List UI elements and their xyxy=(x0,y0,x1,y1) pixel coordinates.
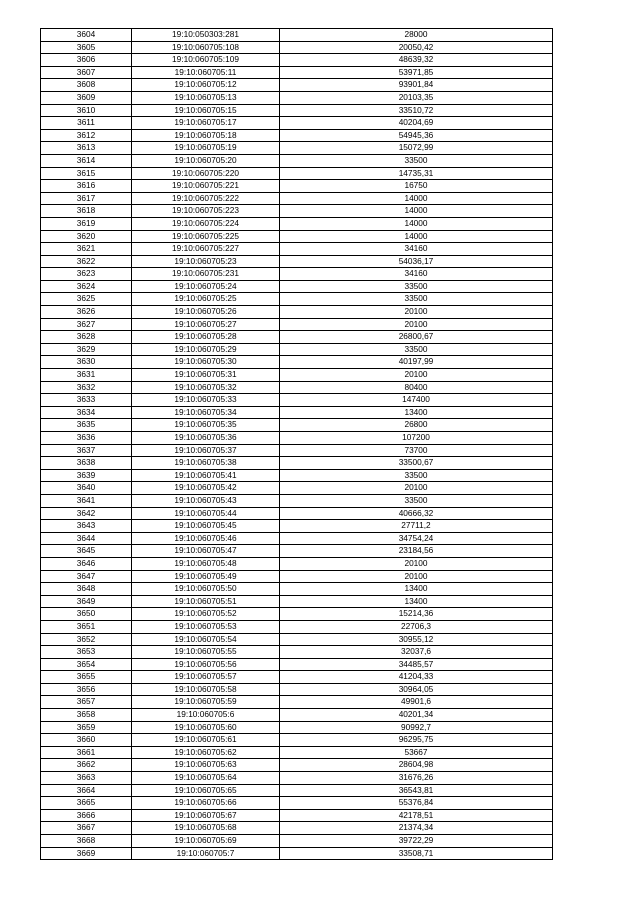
cadastral-number-cell: 19:10:060705:225 xyxy=(132,230,280,243)
row-number-cell: 3626 xyxy=(41,306,132,319)
value-cell: 90992,7 xyxy=(280,721,553,734)
table-row xyxy=(41,671,553,684)
row-number-cell: 3662 xyxy=(41,759,132,772)
row-number-cell: 3634 xyxy=(41,406,132,419)
row-number-cell: 3650 xyxy=(41,608,132,621)
cadastral-number-cell: 19:10:060705:223 xyxy=(132,205,280,218)
row-number-cell: 3638 xyxy=(41,457,132,470)
cadastral-number-cell: 19:10:060705:43 xyxy=(132,494,280,507)
table-row xyxy=(41,608,553,621)
value-cell: 26800 xyxy=(280,419,553,432)
value-cell: 14000 xyxy=(280,230,553,243)
cadastral-number-cell: 19:10:060705:7 xyxy=(132,847,280,860)
table-row xyxy=(41,117,553,130)
value-cell: 20103,35 xyxy=(280,91,553,104)
cadastral-number-cell: 19:10:060705:55 xyxy=(132,646,280,659)
cadastral-number-cell: 19:10:060705:13 xyxy=(132,91,280,104)
row-number-cell: 3605 xyxy=(41,41,132,54)
table-row xyxy=(41,482,553,495)
value-cell: 34485,57 xyxy=(280,658,553,671)
table-row xyxy=(41,180,553,193)
value-cell: 40666,32 xyxy=(280,507,553,520)
row-number-cell: 3647 xyxy=(41,570,132,583)
table-row xyxy=(41,406,553,419)
cadastral-number-cell: 19:10:060705:53 xyxy=(132,620,280,633)
row-number-cell: 3639 xyxy=(41,469,132,482)
cadastral-number-cell: 19:10:060705:65 xyxy=(132,784,280,797)
value-cell: 13400 xyxy=(280,406,553,419)
cadastral-number-cell: 19:10:060705:19 xyxy=(132,142,280,155)
table-row xyxy=(41,633,553,646)
table-row xyxy=(41,847,553,860)
row-number-cell: 3633 xyxy=(41,394,132,407)
row-number-cell: 3653 xyxy=(41,646,132,659)
table-row xyxy=(41,331,553,344)
cadastral-number-cell: 19:10:060705:54 xyxy=(132,633,280,646)
cadastral-number-cell: 19:10:060705:12 xyxy=(132,79,280,92)
row-number-cell: 3627 xyxy=(41,318,132,331)
table-row xyxy=(41,545,553,558)
row-number-cell: 3648 xyxy=(41,583,132,596)
table-row xyxy=(41,620,553,633)
value-cell: 41204,33 xyxy=(280,671,553,684)
table-row xyxy=(41,797,553,810)
table-row xyxy=(41,507,553,520)
row-number-cell: 3620 xyxy=(41,230,132,243)
value-cell: 49901,6 xyxy=(280,696,553,709)
value-cell: 26800,67 xyxy=(280,331,553,344)
row-number-cell: 3622 xyxy=(41,255,132,268)
table-row xyxy=(41,205,553,218)
cadastral-number-cell: 19:10:060705:20 xyxy=(132,154,280,167)
row-number-cell: 3665 xyxy=(41,797,132,810)
cadastral-number-cell: 19:10:060705:23 xyxy=(132,255,280,268)
row-number-cell: 3654 xyxy=(41,658,132,671)
table-row xyxy=(41,268,553,281)
cadastral-number-cell: 19:10:060705:66 xyxy=(132,797,280,810)
row-number-cell: 3606 xyxy=(41,54,132,67)
row-number-cell: 3644 xyxy=(41,532,132,545)
table-row xyxy=(41,192,553,205)
cadastral-number-cell: 19:10:060705:17 xyxy=(132,117,280,130)
value-cell: 30964,05 xyxy=(280,683,553,696)
table-row xyxy=(41,494,553,507)
table-row xyxy=(41,217,553,230)
cadastral-number-cell: 19:10:060705:38 xyxy=(132,457,280,470)
table-row xyxy=(41,356,553,369)
value-cell: 34754,24 xyxy=(280,532,553,545)
cadastral-number-cell: 19:10:060705:24 xyxy=(132,280,280,293)
value-cell: 33500 xyxy=(280,154,553,167)
table-row xyxy=(41,432,553,445)
cadastral-number-cell: 19:10:060705:37 xyxy=(132,444,280,457)
value-cell: 33500 xyxy=(280,494,553,507)
row-number-cell: 3618 xyxy=(41,205,132,218)
cadastral-number-cell: 19:10:060705:29 xyxy=(132,343,280,356)
row-number-cell: 3661 xyxy=(41,746,132,759)
cadastral-number-cell: 19:10:060705:224 xyxy=(132,217,280,230)
value-cell: 14000 xyxy=(280,192,553,205)
table-row xyxy=(41,835,553,848)
cadastral-number-cell: 19:10:060705:33 xyxy=(132,394,280,407)
row-number-cell: 3649 xyxy=(41,595,132,608)
cadastral-number-cell: 19:10:050303:281 xyxy=(132,29,280,42)
value-cell: 33500,67 xyxy=(280,457,553,470)
row-number-cell: 3657 xyxy=(41,696,132,709)
cadastral-number-cell: 19:10:060705:44 xyxy=(132,507,280,520)
row-number-cell: 3643 xyxy=(41,520,132,533)
cadastral-number-cell: 19:10:060705:25 xyxy=(132,293,280,306)
row-number-cell: 3666 xyxy=(41,809,132,822)
table-row xyxy=(41,469,553,482)
value-cell: 14000 xyxy=(280,205,553,218)
cadastral-number-cell: 19:10:060705:58 xyxy=(132,683,280,696)
cadastral-number-cell: 19:10:060705:32 xyxy=(132,381,280,394)
cadastral-number-cell: 19:10:060705:11 xyxy=(132,66,280,79)
table-row xyxy=(41,557,553,570)
value-cell: 20050,42 xyxy=(280,41,553,54)
row-number-cell: 3669 xyxy=(41,847,132,860)
table-row xyxy=(41,91,553,104)
table-row xyxy=(41,772,553,785)
value-cell: 80400 xyxy=(280,381,553,394)
table-row xyxy=(41,721,553,734)
cadastral-number-cell: 19:10:060705:231 xyxy=(132,268,280,281)
cadastral-number-cell: 19:10:060705:227 xyxy=(132,243,280,256)
row-number-cell: 3636 xyxy=(41,432,132,445)
table-body xyxy=(41,29,553,860)
table-row xyxy=(41,570,553,583)
row-number-cell: 3655 xyxy=(41,671,132,684)
table-row xyxy=(41,66,553,79)
value-cell: 54945,36 xyxy=(280,129,553,142)
cadastral-number-cell: 19:10:060705:18 xyxy=(132,129,280,142)
value-cell: 28604,98 xyxy=(280,759,553,772)
value-cell: 22706,3 xyxy=(280,620,553,633)
cadastral-number-cell: 19:10:060705:34 xyxy=(132,406,280,419)
row-number-cell: 3635 xyxy=(41,419,132,432)
table-row xyxy=(41,759,553,772)
table-row xyxy=(41,243,553,256)
cadastral-number-cell: 19:10:060705:35 xyxy=(132,419,280,432)
table-row xyxy=(41,696,553,709)
value-cell: 40201,34 xyxy=(280,709,553,722)
row-number-cell: 3656 xyxy=(41,683,132,696)
table-row xyxy=(41,658,553,671)
cadastral-number-cell: 19:10:060705:30 xyxy=(132,356,280,369)
cadastral-number-cell: 19:10:060705:31 xyxy=(132,369,280,382)
value-cell: 34160 xyxy=(280,243,553,256)
table-row xyxy=(41,41,553,54)
cadastral-number-cell: 19:10:060705:220 xyxy=(132,167,280,180)
cadastral-number-cell: 19:10:060705:42 xyxy=(132,482,280,495)
row-number-cell: 3632 xyxy=(41,381,132,394)
value-cell: 23184,56 xyxy=(280,545,553,558)
table-row xyxy=(41,104,553,117)
cadastral-number-cell: 19:10:060705:27 xyxy=(132,318,280,331)
row-number-cell: 3619 xyxy=(41,217,132,230)
table-row xyxy=(41,54,553,67)
row-number-cell: 3611 xyxy=(41,117,132,130)
cadastral-number-cell: 19:10:060705:51 xyxy=(132,595,280,608)
table-row xyxy=(41,709,553,722)
value-cell: 16750 xyxy=(280,180,553,193)
value-cell: 33510,72 xyxy=(280,104,553,117)
row-number-cell: 3609 xyxy=(41,91,132,104)
value-cell: 48639,32 xyxy=(280,54,553,67)
table-row xyxy=(41,230,553,243)
cadastral-number-cell: 19:10:060705:41 xyxy=(132,469,280,482)
table-row xyxy=(41,746,553,759)
cadastral-number-cell: 19:10:060705:57 xyxy=(132,671,280,684)
value-cell: 96295,75 xyxy=(280,734,553,747)
table-row xyxy=(41,583,553,596)
cadastral-number-cell: 19:10:060705:50 xyxy=(132,583,280,596)
row-number-cell: 3628 xyxy=(41,331,132,344)
value-cell: 55376,84 xyxy=(280,797,553,810)
value-cell: 20100 xyxy=(280,306,553,319)
row-number-cell: 3621 xyxy=(41,243,132,256)
value-cell: 54036,17 xyxy=(280,255,553,268)
row-number-cell: 3663 xyxy=(41,772,132,785)
value-cell: 40197,99 xyxy=(280,356,553,369)
value-cell: 33500 xyxy=(280,469,553,482)
table-row xyxy=(41,129,553,142)
row-number-cell: 3623 xyxy=(41,268,132,281)
cadastral-number-cell: 19:10:060705:15 xyxy=(132,104,280,117)
cadastral-number-cell: 19:10:060705:108 xyxy=(132,41,280,54)
table-row xyxy=(41,79,553,92)
row-number-cell: 3640 xyxy=(41,482,132,495)
table-row xyxy=(41,809,553,822)
cadastral-number-cell: 19:10:060705:109 xyxy=(132,54,280,67)
value-cell: 14000 xyxy=(280,217,553,230)
table-row xyxy=(41,318,553,331)
value-cell: 13400 xyxy=(280,595,553,608)
value-cell: 42178,51 xyxy=(280,809,553,822)
cadastral-number-cell: 19:10:060705:48 xyxy=(132,557,280,570)
value-cell: 21374,34 xyxy=(280,822,553,835)
value-cell: 31676,26 xyxy=(280,772,553,785)
value-cell: 34160 xyxy=(280,268,553,281)
table-row xyxy=(41,646,553,659)
table-row xyxy=(41,520,553,533)
row-number-cell: 3651 xyxy=(41,620,132,633)
value-cell: 147400 xyxy=(280,394,553,407)
row-number-cell: 3625 xyxy=(41,293,132,306)
row-number-cell: 3604 xyxy=(41,29,132,42)
row-number-cell: 3660 xyxy=(41,734,132,747)
row-number-cell: 3616 xyxy=(41,180,132,193)
table-row xyxy=(41,280,553,293)
table-row xyxy=(41,306,553,319)
row-number-cell: 3668 xyxy=(41,835,132,848)
cadastral-number-cell: 19:10:060705:69 xyxy=(132,835,280,848)
table-row xyxy=(41,142,553,155)
row-number-cell: 3612 xyxy=(41,129,132,142)
cadastral-number-cell: 19:10:060705:6 xyxy=(132,709,280,722)
value-cell: 39722,29 xyxy=(280,835,553,848)
value-cell: 93901,84 xyxy=(280,79,553,92)
value-cell: 15072,99 xyxy=(280,142,553,155)
value-cell: 53971,85 xyxy=(280,66,553,79)
cadastral-value-table xyxy=(40,28,553,860)
value-cell: 33500 xyxy=(280,293,553,306)
row-number-cell: 3630 xyxy=(41,356,132,369)
row-number-cell: 3652 xyxy=(41,633,132,646)
row-number-cell: 3608 xyxy=(41,79,132,92)
cadastral-number-cell: 19:10:060705:60 xyxy=(132,721,280,734)
row-number-cell: 3659 xyxy=(41,721,132,734)
value-cell: 33500 xyxy=(280,343,553,356)
value-cell: 33508,71 xyxy=(280,847,553,860)
cadastral-number-cell: 19:10:060705:68 xyxy=(132,822,280,835)
cadastral-number-cell: 19:10:060705:26 xyxy=(132,306,280,319)
cadastral-number-cell: 19:10:060705:47 xyxy=(132,545,280,558)
row-number-cell: 3607 xyxy=(41,66,132,79)
cadastral-number-cell: 19:10:060705:64 xyxy=(132,772,280,785)
cadastral-number-cell: 19:10:060705:62 xyxy=(132,746,280,759)
value-cell: 20100 xyxy=(280,482,553,495)
table-row xyxy=(41,154,553,167)
table-row xyxy=(41,29,553,42)
value-cell: 73700 xyxy=(280,444,553,457)
table-row xyxy=(41,167,553,180)
table-row xyxy=(41,444,553,457)
table-row xyxy=(41,822,553,835)
cadastral-number-cell: 19:10:060705:45 xyxy=(132,520,280,533)
cadastral-number-cell: 19:10:060705:52 xyxy=(132,608,280,621)
table-row xyxy=(41,369,553,382)
cadastral-number-cell: 19:10:060705:28 xyxy=(132,331,280,344)
row-number-cell: 3645 xyxy=(41,545,132,558)
row-number-cell: 3615 xyxy=(41,167,132,180)
value-cell: 20100 xyxy=(280,570,553,583)
table-row xyxy=(41,734,553,747)
row-number-cell: 3631 xyxy=(41,369,132,382)
value-cell: 33500 xyxy=(280,280,553,293)
value-cell: 107200 xyxy=(280,432,553,445)
value-cell: 20100 xyxy=(280,318,553,331)
value-cell: 27711,2 xyxy=(280,520,553,533)
cadastral-number-cell: 19:10:060705:221 xyxy=(132,180,280,193)
table-row xyxy=(41,784,553,797)
value-cell: 20100 xyxy=(280,369,553,382)
table-row xyxy=(41,595,553,608)
cadastral-number-cell: 19:10:060705:63 xyxy=(132,759,280,772)
row-number-cell: 3629 xyxy=(41,343,132,356)
row-number-cell: 3667 xyxy=(41,822,132,835)
value-cell: 40204,69 xyxy=(280,117,553,130)
row-number-cell: 3610 xyxy=(41,104,132,117)
cadastral-number-cell: 19:10:060705:46 xyxy=(132,532,280,545)
table-row xyxy=(41,532,553,545)
value-cell: 15214,36 xyxy=(280,608,553,621)
cadastral-number-cell: 19:10:060705:49 xyxy=(132,570,280,583)
cadastral-number-cell: 19:10:060705:67 xyxy=(132,809,280,822)
table-row xyxy=(41,683,553,696)
row-number-cell: 3642 xyxy=(41,507,132,520)
value-cell: 53667 xyxy=(280,746,553,759)
value-cell: 30955,12 xyxy=(280,633,553,646)
table-row xyxy=(41,293,553,306)
table-row xyxy=(41,394,553,407)
table-row xyxy=(41,255,553,268)
row-number-cell: 3641 xyxy=(41,494,132,507)
value-cell: 20100 xyxy=(280,557,553,570)
value-cell: 32037,6 xyxy=(280,646,553,659)
cadastral-number-cell: 19:10:060705:59 xyxy=(132,696,280,709)
row-number-cell: 3658 xyxy=(41,709,132,722)
cadastral-number-cell: 19:10:060705:36 xyxy=(132,432,280,445)
table-row xyxy=(41,343,553,356)
row-number-cell: 3664 xyxy=(41,784,132,797)
value-cell: 13400 xyxy=(280,583,553,596)
value-cell: 28000 xyxy=(280,29,553,42)
table-row xyxy=(41,381,553,394)
row-number-cell: 3617 xyxy=(41,192,132,205)
table-row xyxy=(41,419,553,432)
cadastral-number-cell: 19:10:060705:61 xyxy=(132,734,280,747)
row-number-cell: 3614 xyxy=(41,154,132,167)
row-number-cell: 3613 xyxy=(41,142,132,155)
value-cell: 36543,81 xyxy=(280,784,553,797)
cadastral-number-cell: 19:10:060705:56 xyxy=(132,658,280,671)
table-row xyxy=(41,457,553,470)
value-cell: 14735,31 xyxy=(280,167,553,180)
row-number-cell: 3637 xyxy=(41,444,132,457)
cadastral-number-cell: 19:10:060705:222 xyxy=(132,192,280,205)
row-number-cell: 3624 xyxy=(41,280,132,293)
row-number-cell: 3646 xyxy=(41,557,132,570)
